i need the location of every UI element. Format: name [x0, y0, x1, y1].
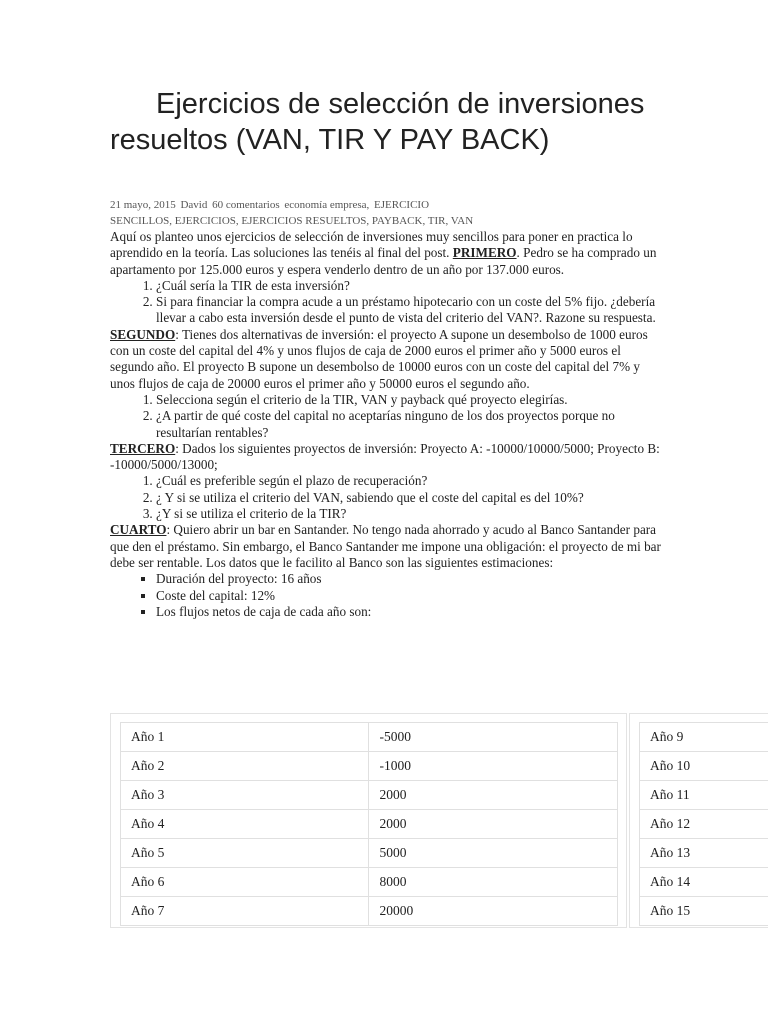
table-cell: Año 9 [640, 723, 768, 752]
table-row [640, 839, 768, 868]
table-row [640, 868, 768, 897]
table-cell: Año 4 [121, 810, 369, 839]
tercero-heading: TERCERO [110, 440, 176, 456]
cuarto-bullets [110, 571, 662, 620]
post-meta [110, 197, 550, 229]
cuarto-text: : Quiero abrir un bar en Santander. No tengo nada ahorrado y acudo al Banco Santander para que den el préstamo. Sin embargo, el Banco Santander me impone una obligación: el proyecto de mi bar debe ser rentable. Los datos que le facilito al Banco son las siguientes estimaciones: [110, 522, 661, 570]
table-cell: 8000 [369, 868, 618, 897]
bullet-item: ▪ Duración del proyecto: 16 años [156, 571, 662, 587]
list-item: 1. ¿Cuál es preferible según el plazo de recuperación? [156, 473, 662, 489]
primero-list [110, 278, 662, 327]
post-comments[interactable]: 60 comentarios [212, 199, 280, 211]
bullet-item: ▪ Coste del capital: 12% [156, 588, 662, 604]
table-cell: -5000 [369, 723, 618, 752]
table-row [121, 752, 618, 781]
table-row [640, 810, 768, 839]
intro-text: Aquí os planteo unos ejercicios de selección de inversiones muy sencillos para poner en practica lo aprendido en la teoría. Las soluciones las tenéis al final del post. [110, 229, 633, 261]
table-cell: 5000 [369, 839, 618, 868]
table-row [121, 897, 618, 926]
table-row [121, 839, 618, 868]
post-tags-line1[interactable]: EJERCICIO [374, 199, 430, 211]
table-cell: 2000 [369, 810, 618, 839]
cash-flow-table-1 [120, 722, 618, 926]
table-cell: Año 7 [121, 897, 369, 926]
table-cell: Año 10 [640, 752, 768, 781]
post-date[interactable]: 21 mayo, 2015 [110, 199, 176, 211]
table-row [640, 723, 768, 752]
segundo-paragraph [110, 327, 662, 392]
cash-flow-table-1-container [110, 713, 627, 928]
article-body [110, 229, 662, 620]
table-row [121, 723, 618, 752]
table-row [640, 752, 768, 781]
tercero-paragraph [110, 441, 662, 474]
list-item: 2. ¿A partir de qué coste del capital no aceptarías ninguno de los dos proyectos porque no resultarían rentables? [156, 408, 662, 441]
post-author[interactable]: David [180, 199, 208, 211]
table-cell: Año 5 [121, 839, 369, 868]
table-cell: Año 13 [640, 839, 768, 868]
table-row [640, 897, 768, 926]
table-cell: Año 1 [121, 723, 369, 752]
segundo-heading: SEGUNDO [110, 326, 176, 342]
post-tags-line2[interactable]: SENCILLOS, EJERCICIOS, EJERCICIOS RESUELTOS, PAYBACK, TIR, VAN [110, 215, 474, 227]
cash-flow-table-2 [639, 722, 768, 926]
table-cell: Año 14 [640, 868, 768, 897]
list-item: 2. Si para financiar la compra acude a un préstamo hipotecario con un coste del 5% fijo. ¿debería llevar a cabo esta inversión desde el punto de vista del criterio del VAN?. Razone su respuesta. [156, 294, 662, 327]
primero-heading: PRIMERO [452, 245, 517, 261]
table-row [121, 868, 618, 897]
tercero-text: : Dados los siguientes proyectos de inversión: Proyecto A: -10000/10000/5000; Proyecto B: -10000/5000/13000; [110, 440, 660, 473]
table-row [121, 781, 618, 810]
article-title: Ejercicios de selección de inversiones resueltos (VAN, TIR Y PAY BACK) [110, 88, 645, 156]
table-cell: Año 3 [121, 781, 369, 810]
primero-text: Pedro se ha comprado un apartamento por 125.000 euros y espera venderlo dentro de un año por 137.000 euros. [110, 245, 657, 277]
list-item: 3. ¿Y si se utiliza el criterio de la TIR? [156, 506, 662, 522]
table-cell: -1000 [369, 752, 618, 781]
cuarto-heading: CUARTO [110, 522, 167, 538]
list-item: 1. Selecciona según el criterio de la TIR, VAN y payback qué proyecto elegirías. [156, 392, 662, 408]
table-cell: Año 15 [640, 897, 768, 926]
table-cell: 20000 [369, 897, 618, 926]
bullet-item: ▪ Los flujos netos de caja de cada año son: [156, 604, 662, 620]
intro-paragraph: Aquí os planteo unos ejercicios de selección de inversiones muy sencillos para poner en practica lo aprendido en la teoría. Las soluciones las tenéis al final del post. PRIMERO. Pedro se ha comprado un apartamento por 125.000 euros y espera venderlo dentro de un año por 137.000 euros. [110, 229, 657, 277]
table-row [121, 810, 618, 839]
segundo-list [110, 392, 662, 441]
table-cell: Año 11 [640, 781, 768, 810]
list-item: 1. ¿Cuál sería la TIR de esta inversión? [156, 278, 662, 294]
post-categories[interactable]: economía empresa, [284, 199, 370, 211]
cash-flow-table-2-container [629, 713, 768, 928]
segundo-text: : Tienes dos alternativas de inversión: el proyecto A supone un desembolso de 1000 euros con un coste del capital del 4% y unos flujos de caja de 2000 euros el primer año y 5000 euros el segundo año. El proyecto B supone un desembolso de 10000 euros con un coste del capital del 7% y unos flujos de caja de 20000 euros el primer año y 50000 euros el segundo año. [110, 326, 648, 391]
table-row [640, 781, 768, 810]
cuarto-paragraph [110, 522, 662, 571]
table-cell: Año 6 [121, 868, 369, 897]
table-cell: Año 12 [640, 810, 768, 839]
table-cell: 2000 [369, 781, 618, 810]
tercero-list [110, 473, 662, 522]
list-item: 2. ¿ Y si se utiliza el criterio del VAN, sabiendo que el coste del capital es del 10%? [156, 490, 662, 506]
table-cell: Año 2 [121, 752, 369, 781]
